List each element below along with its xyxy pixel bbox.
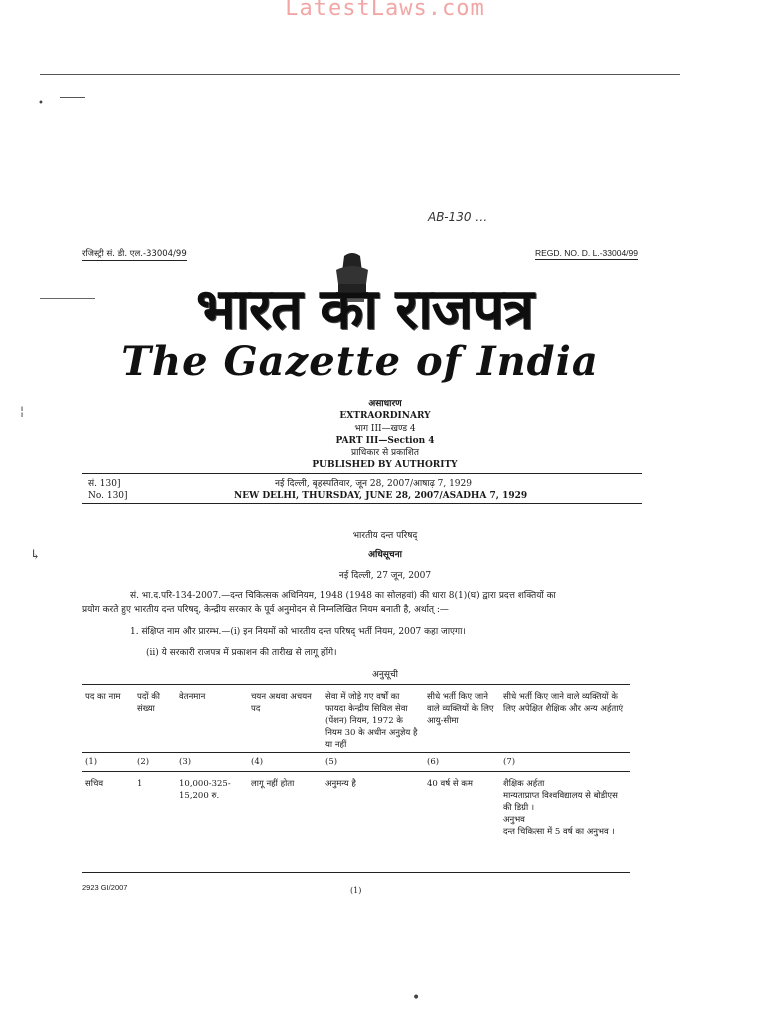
header-pay-scale: वेतनमान — [179, 692, 206, 702]
handwritten-note: AB-130 … — [428, 210, 488, 224]
header-post-name: पद का नाम — [85, 692, 121, 702]
header-selection: चयन अथवा अचयन पद — [251, 692, 312, 714]
scan-edge-line — [40, 298, 95, 299]
schedule-heading: अनुसूची — [371, 670, 398, 680]
part-english: PART III—Section 4 — [335, 436, 435, 446]
notification-date: नई दिल्ली, 27 जून, 2007 — [338, 571, 432, 581]
column-number: (7) — [500, 753, 630, 772]
column-number: (2) — [134, 753, 176, 772]
issue-date-english: NEW DELHI, THURSDAY, JUNE 28, 2007/ASADHA 7, 1929 — [234, 491, 528, 501]
rule-1: 1. संक्षिप्त नाम और प्रारम्भ.—(i) इन नियमों को भारतीय दन्त परिषद् भर्ती नियम, 2007 कहा जाएगा। — [130, 627, 466, 637]
notification-paragraph-line-2: प्रयोग करते हुए भारतीय दन्त परिषद्, केन्द्रीय सरकार के पूर्व अनुमोदन से निम्नलिखित नियम बनाती है, अर्थात् :— — [82, 605, 449, 615]
cell-benefit: अनुमन्य है — [325, 779, 356, 789]
issue-bottom-rule — [82, 503, 642, 504]
header-age-limit: सीधे भर्ती किए जाने वाले व्यक्तियों के लिए आयु-सीमा — [427, 692, 494, 726]
cell-qualifications — [500, 772, 630, 840]
scan-edge-line — [60, 97, 85, 98]
cell-age: 40 वर्ष से कम — [427, 779, 473, 789]
column-number: (4) — [248, 753, 322, 772]
authority-english: PUBLISHED BY AUTHORITY — [312, 460, 458, 470]
table-header-row — [82, 690, 630, 753]
cell-selection: लागू नहीं होता — [251, 779, 295, 789]
header-qualifications: सीधे भर्ती किए जाने वाले व्यक्तियों के लिए अपेक्षित शैक्षिक और अन्य अर्हताएं — [503, 692, 624, 714]
issue-top-rule — [82, 473, 642, 474]
column-number: (1) — [82, 753, 134, 772]
extraordinary: EXTRAORDINARY — [339, 411, 431, 421]
watermark: LatestLaws.com — [285, 0, 485, 21]
experience-heading: अनुभव — [503, 815, 525, 825]
header-post-count: पदों की संख्या — [137, 692, 160, 714]
notification-heading: अधिसूचना — [368, 550, 402, 560]
cell-post: सचिव — [85, 779, 104, 789]
masthead-english: The Gazette of India — [121, 338, 599, 385]
column-number: (5) — [322, 753, 424, 772]
scan-speck: ↳ — [30, 548, 41, 563]
rule-2: (ii) ये सरकारी राजपत्र में प्रकाशन की तारीख से लागू होंगे। — [146, 648, 337, 658]
table-row — [82, 772, 630, 840]
column-number: (3) — [176, 753, 248, 772]
authority-hindi: प्राधिकार से प्रकाशित — [351, 448, 419, 458]
asadharan: असाधारण — [368, 399, 402, 409]
cell-count: 1 — [137, 779, 143, 789]
cell-pay: 10,000-325-15,200 रु. — [179, 779, 231, 801]
council-name: भारतीय दन्त परिषद् — [352, 531, 418, 541]
schedule-table — [82, 690, 630, 839]
qual-degree: मान्यताप्राप्त विश्वविद्यालय से बोडीएस की डिग्री । — [503, 791, 618, 813]
scan-speck: • — [38, 98, 44, 109]
issue-number-hindi: सं. 130] — [88, 479, 121, 489]
registration-hindi: रजिस्ट्री सं. डी. एल.-33004/99 — [82, 249, 187, 259]
notification-paragraph-line-1: सं. भा.द.परि-134-2007.—दन्त चिकित्सक अधिनियम, 1948 (1948 का सोलहवां) की धारा 8(1)(घ) द्वारा प्रदत्त शक्तियों का — [130, 591, 556, 601]
schedule-bottom-rule — [82, 872, 630, 873]
issue-number-english: No. 130] — [88, 491, 128, 501]
page-number: (1) — [350, 886, 362, 895]
masthead-hindi: भारत का राजपत्र — [196, 277, 533, 342]
header-service-benefit: सेवा में जोड़े गए वर्षों का फायदा केन्द्रीय सिविल सेवा (पेंशन) नियम, 1972 के नियम 30 के अधीन अनुज्ञेय है या नहीं — [325, 692, 418, 750]
qual-heading: शैक्षिक अर्हता — [503, 779, 545, 789]
scan-speck: • — [412, 990, 421, 1006]
scan-edge-line — [40, 74, 680, 75]
experience-detail: दन्त चिकित्सा में 5 वर्ष का अनुभव । — [503, 827, 615, 837]
schedule-top-rule — [82, 684, 630, 685]
registration-english: REGD. NO. D. L.-33004/99 — [535, 248, 638, 258]
table-number-row — [82, 753, 630, 772]
column-number: (6) — [424, 753, 500, 772]
scan-speck: ¦ — [20, 404, 25, 418]
footer-print-code: 2923 GI/2007 — [82, 883, 128, 892]
issue-date-hindi: नई दिल्ली, बृहस्पतिवार, जून 28, 2007/आषाढ़ 7, 1929 — [275, 479, 472, 489]
part-hindi: भाग III—खण्ड 4 — [354, 424, 416, 434]
